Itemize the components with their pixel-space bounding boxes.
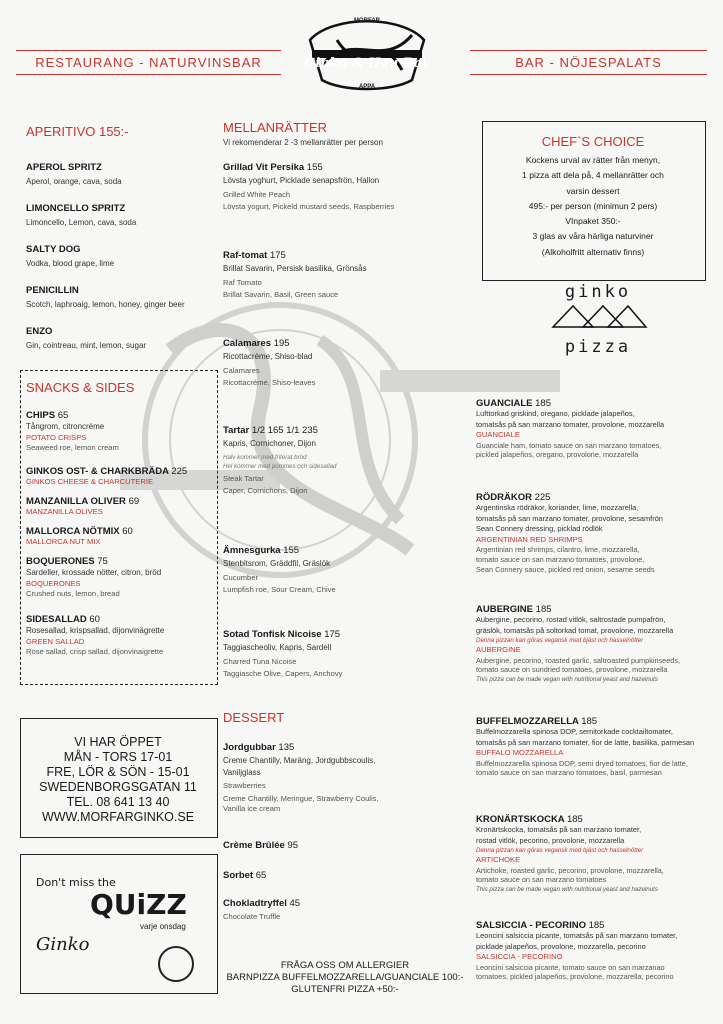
pizza-item-desc: rostad vitlök, pecorino, provolone, mozzarella [476,835,625,845]
restaurant-logo [292,10,442,98]
pizza-item-en: ARTICHOKE [476,855,521,864]
pizza-item-name-text: GUANCIALE [476,398,533,409]
mellan-item-en-desc: Ricottacréme, Shiso-leaves [223,378,316,387]
pizza-item-name-text: RÖDRÄKOR [476,492,532,503]
pizza-item [476,492,711,604]
snack-item-en-desc: Seaweed roe, lemon cream [26,443,119,452]
aperitivo-item-name: APEROL SPRITZ [26,162,102,173]
dessert-item-price: 95 [287,840,298,851]
pizza-item-name [476,604,711,615]
snack-item [26,496,216,526]
mellan-item-name-text: Ämnesgurka [223,545,281,556]
mellan-item-en-desc: Taggiasche Olive, Capers, Anchovy [223,669,343,678]
pizza-item-en: SALSICCIA - PECORINO [476,952,563,961]
snack-item-name-text: GINKOS OST- & CHARKBRÄDA [26,466,169,477]
dessert-item-desc: Creme Chantilly, Maräng, Jordgubbscoulis, [223,756,376,765]
aperitivo-item [26,285,226,326]
pizza-item [476,604,711,716]
hours-line: SWEDENBORGSGATAN 11 [39,780,197,794]
dessert-item [223,870,463,898]
snack-item-desc: Tångrom, citroncréme [26,422,105,431]
allergy-line: BARNPIZZA BUFFELMOZZARELLA/GUANCIALE 100:- [226,972,464,983]
snack-item-en: GREEN SALLAD [26,636,85,646]
mellan-item-en-desc: Brillat Savarin, Basil, Green sauce [223,290,339,299]
dessert-item-name [223,742,463,753]
snack-item-name-text: CHIPS [26,410,56,421]
mellan-item [223,545,463,629]
aperitivo-item [26,162,226,203]
snack-item [26,614,216,674]
mellan-item-note2: Hel kommer med pommes och sidesallad [223,462,337,470]
chef-line: Kockens urval av rätter från menyn, [525,155,661,165]
logo-top-text: MORFAR [354,18,380,24]
allergy-line: FRÅGA OSS OM ALLERGIER [280,960,410,971]
hours-line: MÅN - TORS 17-01 [63,750,173,764]
snack-item-price: 75 [97,556,108,567]
mellan-item-name-text: Sotad Tonfisk Nicoise [223,629,322,640]
aperitivo-list [26,162,226,367]
dessert-item-name [223,898,463,909]
pizza-item-desc: tomatsås på san marzano tomater, fior de latte, basilika, parmesan [476,737,695,747]
pizza-item-desc: Leoncini salsiccia picante, tomatsås på san marzano tomater, [476,931,678,940]
chef-line: 495:- per person (minimun 2 pers) [528,200,658,211]
pizza-item-en-desc: tomato sauce on sundried tomatoes, provolone, mozzarella [476,665,668,675]
snack-item-en-desc: Rose sallad, crisp sallad, dijonvinaigrette [26,647,164,656]
pizza-logo-bottom: pizza [564,337,632,357]
aperitivo-item-name: LIMONCELLO SPRITZ [26,203,126,214]
snack-item-price: 60 [89,614,100,625]
mellan-item-name [223,250,463,261]
snack-item-en-desc: Crushed nuts, lemon, bread [26,589,120,598]
pizza-item-desc: tomatsås på san marzano tomater, provolone, mozzarella [476,419,665,429]
snacks-title: SNACKS & SIDES [26,380,135,395]
snack-item-en: MALLORCA NUT MIX [26,537,101,546]
pizza-item-desc: Sean Connery dressing, picklad rödlök [476,524,603,533]
chef-choice-title: CHEF`S CHOICE [541,134,645,149]
pizza-item-en-desc: Artichoke, roasted garlic, pecorino, provolone, mozzarella, [476,865,664,875]
mellan-item [223,425,463,545]
pizza-item-desc: Buffelmozzarella spinosa DOP, semitorkade cocktailtomater, [476,727,673,736]
dessert-item-name-text: Jordgubbar [223,742,276,753]
aperitivo-item-desc: Scotch, laphroaig, lemon, honey, ginger beer [26,300,185,309]
pizza-item-desc: Argentinska rödräkor, koriander, lime, mozzarella, [476,503,639,512]
allergy-line: GLUTENFRI PIZZA +50:- [291,984,399,995]
hours-line: WWW.MORFARGINKO.SE [41,810,195,824]
snack-item-name [26,496,216,507]
quizz-brand: Ginko [36,934,90,955]
snack-item-name [26,526,216,537]
dessert-item-en-desc: Creme Chantilly, Meringue, Strawberry Coulis, [223,793,379,803]
pizza-item-en-desc: tomato sauce on san marzano tomatoes [476,875,607,885]
hours-line: VI HAR ÖPPET [74,735,162,749]
mellan-item-desc: Taggiascheoliv, Kapris, Sardell [223,643,332,652]
pizza-item-price: 185 [566,814,583,825]
header-rule-bottom-left [16,74,281,75]
mellan-item-price: 195 [273,338,290,349]
mellan-item-price: 175 [269,250,286,261]
header-rule-bottom-right [470,74,707,75]
dessert-item-en-desc2: Vanilla ice cream [223,804,281,813]
pizza-item-desc: gräslök, tomatsås på soltorkad tomat, provolone, mozzarella [476,625,674,635]
snack-item-en: GINKOS CHEESE & CHARCUTERIE [26,477,154,486]
header-rule-top-left [16,50,281,51]
pizza-item-price: 185 [588,920,605,931]
pizza-item-price: 225 [534,492,551,503]
pizza-item-note: Denna pizzan kan göras vegansk med bjäst och hasselnötter [476,847,644,854]
logo-text: Ginko & Hau Bay [304,56,430,71]
pizza-item-en: ARGENTINIAN RED SHRIMPS [476,534,583,544]
mellan-item-en-desc: Lumpfish roe, Sour Cream, Chive [223,585,336,594]
pizza-item-en: BUFFALO MOZZARELLA [476,748,564,757]
pizza-item-en-desc: Sean Connery sauce, pickled red onion, sesame seeds [476,564,655,574]
pizza-item-en-desc: tomato sauce on san marzano tomatoes, provolone, [476,554,645,564]
mellan-item-name [223,338,463,349]
pizza-list [476,398,711,1020]
pizza-item-note2: This pizza can be made vegan with nutritional yeast and hazelnuts [476,676,658,684]
mellan-item-note: Halv kommer med friterat bröd [223,453,307,461]
dessert-item-name-text: Sorbet [223,870,254,881]
pizza-item-desc: Kronärtskocka, tomatsås på san marzano tomater, [476,825,642,834]
pizza-item [476,920,711,1020]
hours-line: FRE, LÖR & SÖN - 15-01 [46,765,190,779]
snack-item-en: POTATO CRISPS [26,432,87,442]
snack-item-price: 69 [128,496,140,507]
aperitivo-item-desc: Aperol, orange, cava, soda [26,177,122,186]
pizza-item-name-text: AUBERGINE [476,604,534,615]
snack-item-name-text: MANZANILLA OLIVER [26,496,126,507]
mellan-item-en: Steak Tartar [223,473,264,483]
pizza-item-desc: picklade jalapeños, provolone, mozzarella, pecorino [476,941,646,951]
snack-item-price: 65 [57,410,69,421]
pizza-item-en-desc: pickled jalapeños, oregano, provolone, mozzarella [476,450,639,460]
mellan-item-en: Cucumber [223,572,259,582]
dessert-item-name-text: Chokladtryffel [223,898,287,909]
dessert-item-price: 65 [255,870,267,881]
mellan-item [223,162,463,250]
dessert-item [223,742,463,840]
quizz-pre-text: Don't miss the [36,876,116,889]
dessert-item-price: 45 [289,898,301,909]
pizza-item-price: 185 [581,716,598,727]
pizza-item-en-desc: Leoncini salsiccia picante, tomato sauce on san marzanao [476,962,665,972]
mellan-item-price: 1/2 165 1/1 235 [251,425,318,436]
allergy-info [225,960,465,996]
mellan-list [223,162,463,719]
mellan-title: MELLANRÄTTER [223,120,328,135]
snack-item-en: MANZANILLA OLIVES [26,507,103,516]
chef-line: 3 glas av våra härliga naturviner [532,231,654,242]
dessert-item-en: Strawberries [223,781,266,790]
pizza-item-price: 185 [535,398,551,409]
chef-line: VInpaket 350:- [565,216,621,227]
snack-item [26,410,216,466]
mellan-item-name-text: Grillad Vit Persika [223,162,305,173]
mellan-item-en: Grilled White Peach [223,189,291,199]
pizza-item-name-text: SALSICCIA - PECORINO [476,920,586,931]
snack-item-en: BOQUERONES [26,578,81,588]
dessert-item-en: Chocolate Truffle [223,912,281,921]
snack-item-price: 225 [171,466,188,477]
aperitivo-item [26,203,226,244]
pizza-item-desc: Lufttorkad griskind, oregano, picklade jalapeños, [476,409,635,418]
dessert-title: DESSERT [223,710,285,725]
opening-hours [20,735,216,825]
snack-item [26,556,216,614]
mellan-item-name [223,629,463,640]
pizza-item [476,716,711,814]
pizza-item-name-text: BUFFELMOZZARELLA [476,716,579,727]
chef-line: (Alkoholfritt alternativ finns) [541,246,645,257]
snacks-list [26,410,216,674]
dessert-item-name-text: Crème Brûlée [223,840,285,851]
pizza-item-en: GUANCIALE [476,430,520,439]
mellan-item [223,629,463,719]
snack-item-desc: Rosesallad, krispsallad, dijonvinägrette [26,626,165,635]
snack-item [26,466,216,496]
pizza-item-note: Denna pizzan kan göras vegansk med bjäst och hasselnötter [476,637,644,644]
quizz-word: QUiZZ [90,888,187,921]
mellan-item-desc: Kapris, Cornichoner, Dijon [223,439,316,448]
snack-item-name [26,466,216,477]
pizza-item-name [476,716,711,727]
snack-item-name [26,556,216,567]
ginko-pizza-logo [548,282,648,378]
pizza-slices-icon [548,302,648,332]
aperitivo-item [26,326,226,367]
pizza-item-name [476,920,711,931]
aperitivo-item-desc: Vodka, blood grape, lime [26,259,115,268]
mellan-item-price: 155 [306,162,323,173]
aperitivo-title: APERITIVO 155:- [26,124,129,139]
pizza-item-name-text: KRONÄRTSKOCKA [476,814,565,825]
mellan-item-en: Charred Tuna Nicoise [223,656,297,666]
mellan-item-name [223,162,463,173]
mellan-item-desc: Ricottacréme, Shiso-blad [223,352,313,361]
quizz-sub-text: varje onsdag [140,922,186,931]
pizza-item-name [476,814,711,825]
pizza-item-desc: Aubergine, pecorino, rostad vitlök, saltrostade pumpafrön, [476,615,666,624]
mellan-item [223,338,463,425]
mellan-item [223,250,463,338]
chef-line: varsin dessert [566,185,620,196]
pizza-item-name [476,492,711,503]
header-left-text: RESTAURANG - NATURVINSBAR [35,55,262,70]
pizza-item-en-desc: Argentinian red shrimps, cilantro, lime, mozzarella, [476,545,640,554]
aperitivo-item-desc: Gin, cointreau, mint, lemon, sugar [26,341,147,350]
dessert-list [223,742,463,948]
mellan-item-name-text: Tartar [223,425,250,436]
quizz-badge-icon [158,946,194,982]
pizza-item-en-desc: Aubergine, pecorino, roasted garlic, saltroasted pumpkinseeds, [476,655,681,665]
pizza-logo-top: ginko [564,282,632,302]
pizza-item-price: 185 [535,604,552,615]
mellan-item-price: 155 [283,545,300,556]
aperitivo-item-name: ENZO [26,326,53,337]
pizza-item [476,398,711,492]
dessert-item-name [223,840,463,851]
pizza-item-desc: tomatsås på san marzano tomater, provolone, sesamfrön [476,513,663,523]
dessert-item [223,898,463,948]
aperitivo-item-name: PENICILLIN [26,285,79,296]
snack-item-price: 60 [122,526,133,537]
logo-bottom-text: APPA [358,84,376,90]
mellan-item-desc: Lövsta yoghurt, Picklade senapsfrön, Hallon [223,176,380,185]
mellan-item-name-text: Raf-tomat [223,250,268,261]
mellan-item-en-desc: Caper, Cornichons, Dijon [223,486,308,495]
mellan-item-en: Calamares [223,365,260,375]
mellan-item-name [223,545,463,556]
snack-item-name [26,614,216,625]
pizza-item-en-desc: tomatoes, pickled jalapeños, provolone, mozzarella, pecorino [476,972,674,982]
chef-line: 1 pizza att dela på, 4 mellanrätter och [522,170,664,181]
snack-item [26,526,216,556]
pizza-item-en: AUBERGINE [476,645,521,654]
snack-item-name-text: SIDESALLAD [26,614,87,625]
mellan-item-name [223,425,463,436]
mellan-item-en-desc: Lövsta yogurt, Pickeld mustard seeds, Raspberries [223,202,395,211]
dessert-item-price: 135 [278,742,295,753]
snack-item-name-text: MALLORCA NÖTMIX [26,526,120,537]
chef-choice-text [482,153,704,260]
mellan-item-en: Raf Tomato [223,277,262,287]
dessert-item-desc2: Vaniljglass [223,767,261,777]
mellan-item-name-text: Calamares [223,338,272,349]
mellan-item-desc: Stenbitsrom, Gräddfil, Gräslök [223,559,331,568]
hours-line: TEL. 08 641 13 40 [66,795,170,809]
mellan-item-desc: Brillat Savarin, Persisk basilika, Grönsås [223,264,367,273]
snack-item-name-text: BOQUERONES [26,556,95,567]
pizza-item-en-desc: Guanciale ham, tomato sauce on san marzano tomatoes, [476,440,662,450]
aperitivo-item-desc: Limoncello, Lemon, cava, soda [26,218,137,227]
header-right-text: BAR - NÖJESPALATS [515,55,662,70]
pizza-item-en-desc: Buffelmozzarella spinosa DOP, semi dryed tomatoes, fior de latte, [476,758,688,768]
mellan-subtitle: Vi rekomenderar 2 -3 mellanrätter per person [223,138,383,147]
dessert-item [223,840,463,870]
pizza-item-name [476,398,711,409]
snack-item-name [26,410,216,421]
pizza-item-en-desc: tomato sauce on san marzano tomatoes, basil, parmesan [476,768,662,778]
pizza-item-note2: This pizza can be made vegan with nutritional yeast and hazelnuts [476,886,658,894]
dessert-item-name [223,870,463,881]
aperitivo-item [26,244,226,285]
snack-item-desc: Sardeller, krossade nötter, citron, bröd [26,568,162,577]
mellan-item-price: 175 [324,629,341,640]
header-rule-top-right [470,50,707,51]
pizza-item [476,814,711,920]
aperitivo-item-name: SALTY DOG [26,244,81,255]
